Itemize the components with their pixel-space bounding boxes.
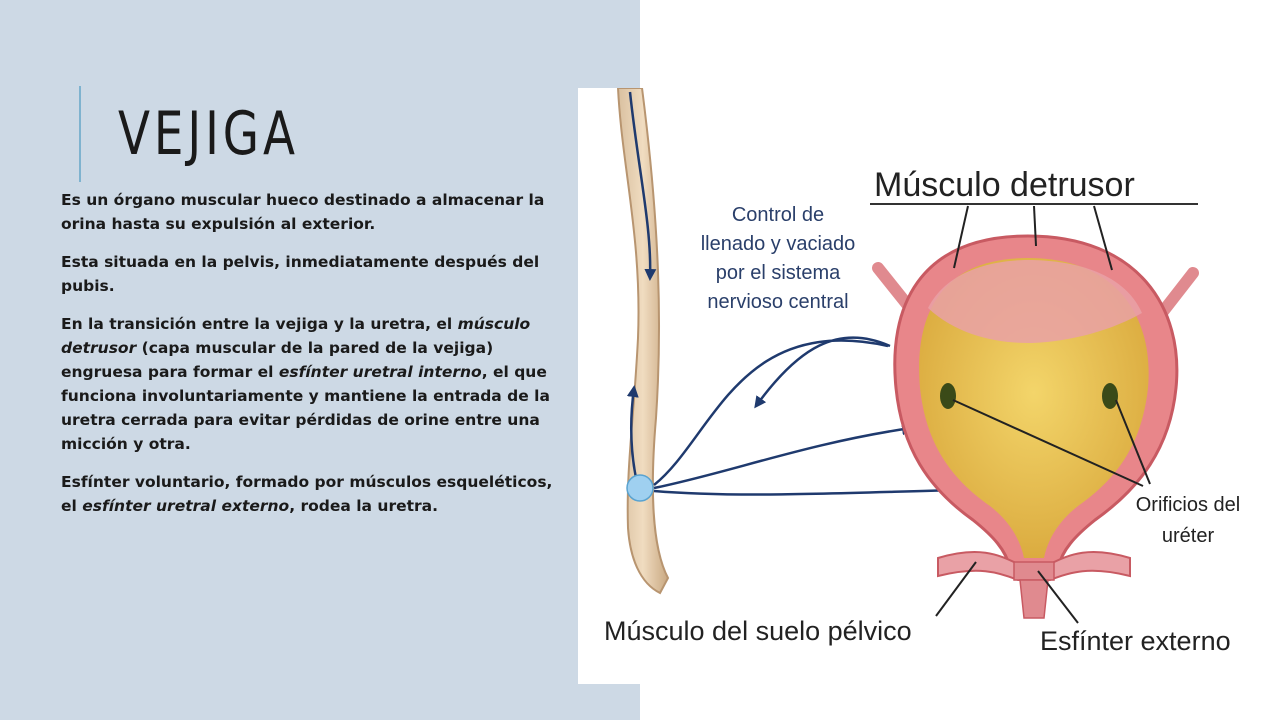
nerve-arrow-detrusor [654, 428, 911, 488]
emphasis-term: músculo detrusor [61, 315, 531, 357]
paragraph-text: En la transición entre la vejiga y la uretra, el [61, 315, 458, 333]
emphasis-term: esfínter uretral externo [82, 497, 290, 515]
slide-title: VEJIGA [118, 99, 299, 169]
urethra [1020, 580, 1048, 618]
control-label-line: llenado y vaciado [700, 233, 856, 255]
slide-body [61, 188, 556, 532]
orificios-label-line: uréter [1161, 525, 1215, 547]
suelo-label: Músculo del suelo pélvico [604, 616, 912, 646]
bladder-diagram [578, 88, 1280, 684]
esfinter-label: Esfínter externo [1040, 626, 1231, 656]
bladder-diagram-svg [578, 88, 1280, 684]
nerve-arrow-sphincter [654, 490, 958, 495]
paragraph-text: Es un órgano muscular hueco destinado a almacenar la orina hasta su expulsión al exterior. [61, 191, 545, 233]
detrusor-label: Músculo detrusor [874, 166, 1135, 204]
paragraph-text: Esta situada en la pelvis, inmediatamente después del pubis. [61, 253, 540, 295]
paragraph [61, 312, 556, 456]
orificios-label-line: Orificios del [1135, 494, 1241, 516]
ureteric-orifice-right [1102, 383, 1118, 409]
title-accent-line [79, 86, 81, 182]
control-label-line: Control de [731, 204, 825, 226]
control-label-line: nervioso central [707, 291, 849, 313]
paragraph-text: , el que funciona involuntariamente y mantiene la entrada de la uretra cerrada para evitar pérdidas de orine entre una micción y otra. [61, 363, 550, 453]
paragraph [61, 188, 556, 236]
paragraph-text: , rodea la uretra. [289, 497, 439, 515]
ureteric-orifice-left [940, 383, 956, 409]
control-label-line: por el sistema [715, 262, 841, 284]
emphasis-term: esfínter uretral interno [278, 363, 482, 381]
external-sphincter [1014, 562, 1054, 580]
paragraph-text: Esfínter voluntario, formado por músculos esqueléticos, el [61, 473, 553, 515]
nerve-arrow-afferent [756, 338, 890, 406]
spinal-cord [618, 88, 668, 593]
paragraph-text: (capa muscular de la pared de la vejiga) engruesa para formar el [61, 339, 494, 381]
nerve-arrow-upper [654, 341, 888, 485]
paragraph [61, 470, 556, 518]
sacral-center [627, 475, 653, 501]
paragraph [61, 250, 556, 298]
